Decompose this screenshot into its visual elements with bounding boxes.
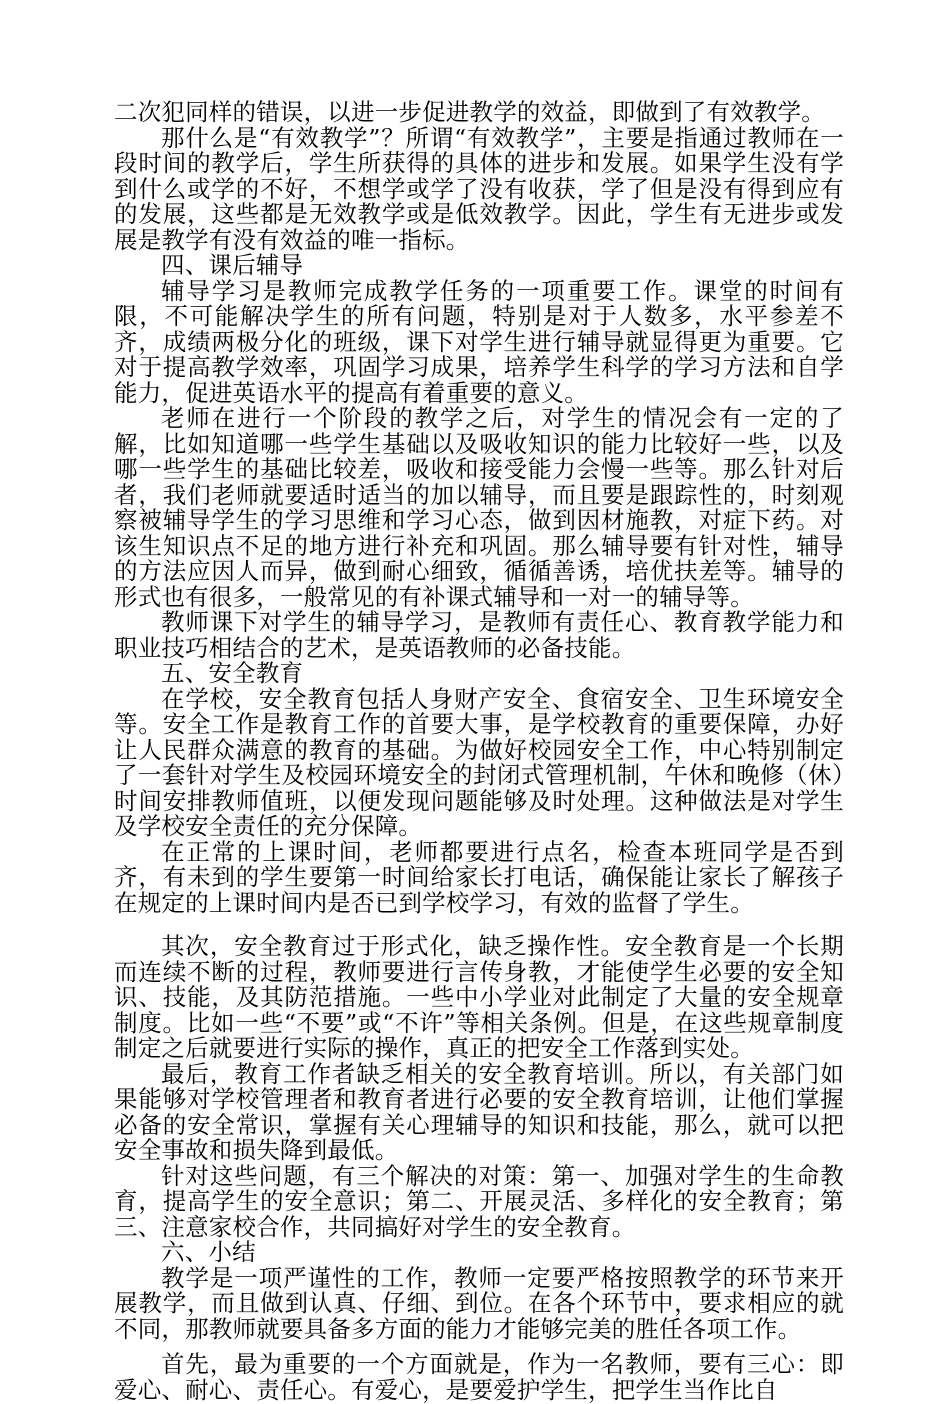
paragraph: 那什么是“有效教学”？所谓“有效教学”，主要是指通过教师在一段时间的教学后，学生所获得的具体的进步和发展。如果学生没有学到什么或学的不好，不想学或学了没有收获，学了但是没有得到应有的发展，这些都是无效教学或是低效教学。因此，学生有无进步或发展是教学有没有效益的唯一指标。 — [114, 123, 844, 254]
paragraph: 在学校，安全教育包括人身财产安全、食宿安全、卫生环境安全等。安全工作是教育工作的首要大事，是学校教育的重要保障，办好让人民群众满意的教育的基础。为做好校园安全工作，中心特别制定了一套针对学生及校园环境安全的封闭式管理机制，午休和晚修（休）时间安排教师值班，以便发现问题能够及时处理。这种做法是对学生及学校安全责任的充分保障。 — [114, 684, 844, 840]
section-heading: 五、安全教育 — [161, 659, 304, 687]
paragraph: 最后，教育工作者缺乏相关的安全教育培训。所以，有关部门如果能够对学校管理者和教育者进行必要的安全教育培训，让他们掌握必备的安全常识，掌握有关心理辅导的知识和技能，那么，就可以把安全事故和损失降到最低。 — [114, 1059, 844, 1164]
paragraph-gap — [114, 1342, 844, 1352]
paragraph: 教学是一项严谨性的工作，教师一定要严格按照教学的环节来开展教学，而且做到认真、仔细、到位。在各个环节中，要求相应的就不同，那教师就要具备多方面的能力才能够完美的胜任各项工作。 — [114, 1263, 844, 1343]
paragraph: 针对这些问题，有三个解决的对策：第一、加强对学生的生命教育，提高学生的安全意识；第二、开展灵活、多样化的安全教育；第三、注意家校合作，共同搞好对学生的安全教育。 — [114, 1161, 844, 1241]
paragraph: 教师课下对学生的辅导学习，是教师有责任心、教育教学能力和职业技巧相结合的艺术，是英语教师的必备技能。 — [114, 608, 844, 662]
document-page — [114, 100, 844, 1403]
section-heading: 六、小结 — [161, 1238, 256, 1266]
paragraph: 二次犯同样的错误，以进一步促进教学的效益，即做到了有效教学。 — [114, 98, 825, 126]
paragraph: 在正常的上课时间，老师都要进行点名，检查本班同学是否到齐，有未到的学生要第一时间给家长打电话，确保能让家长了解孩子在规定的上课时间内是否已到学校学习，有效的监督了学生。 — [114, 837, 844, 917]
section-heading: 四、课后辅导 — [161, 251, 304, 279]
paragraph: 首先，最为重要的一个方面就是，作为一名教师，要有三心：即爱心、耐心、责任心。有爱心，是要爱护学生，把学生当作比自 — [114, 1350, 844, 1404]
paragraph: 其次，安全教育过于形式化，缺乏操作性。安全教育是一个长期而连续不断的过程，教师要进行言传身教，才能使学生必要的安全知识、技能，及其防范措施。一些中小学业对此制定了大量的安全规章制度。比如一些“不要”或“不许”等相关条例。但是，在这些规章制度制定之后就要进行实际的操作，真正的把安全工作落到实处。 — [114, 932, 844, 1062]
paragraph: 老师在进行一个阶段的教学之后，对学生的情况会有一定的了解，比如知道哪一些学生基础以及吸收知识的能力比较好一些，以及哪一些学生的基础比较差，吸收和接受能力会慢一些等。那么针对后者，我们老师就要适时适当的加以辅导，而且要是跟踪性的，时刻观察被辅导学生的学习思维和学习心态，做到因材施教，对症下药。对该生知识点不足的地方进行补充和巩固。那么辅导要有针对性，辅导的方法应因人而异，做到耐心细致，循循善诱，培优扶差等。辅导的形式也有很多，一般常见的有补课式辅导和一对一的辅导等。 — [114, 404, 844, 611]
paragraph: 辅导学习是教师完成教学任务的一项重要工作。课堂的时间有限，不可能解决学生的所有问题，特别是对于人数多，水平参差不齐，成绩两极分化的班级，课下对学生进行辅导就显得更为重要。它对于提高教学效率，巩固学习成果，培养学生科学的学习方法和自学能力，促进英语水平的提高有着重要的意义。 — [114, 276, 844, 407]
